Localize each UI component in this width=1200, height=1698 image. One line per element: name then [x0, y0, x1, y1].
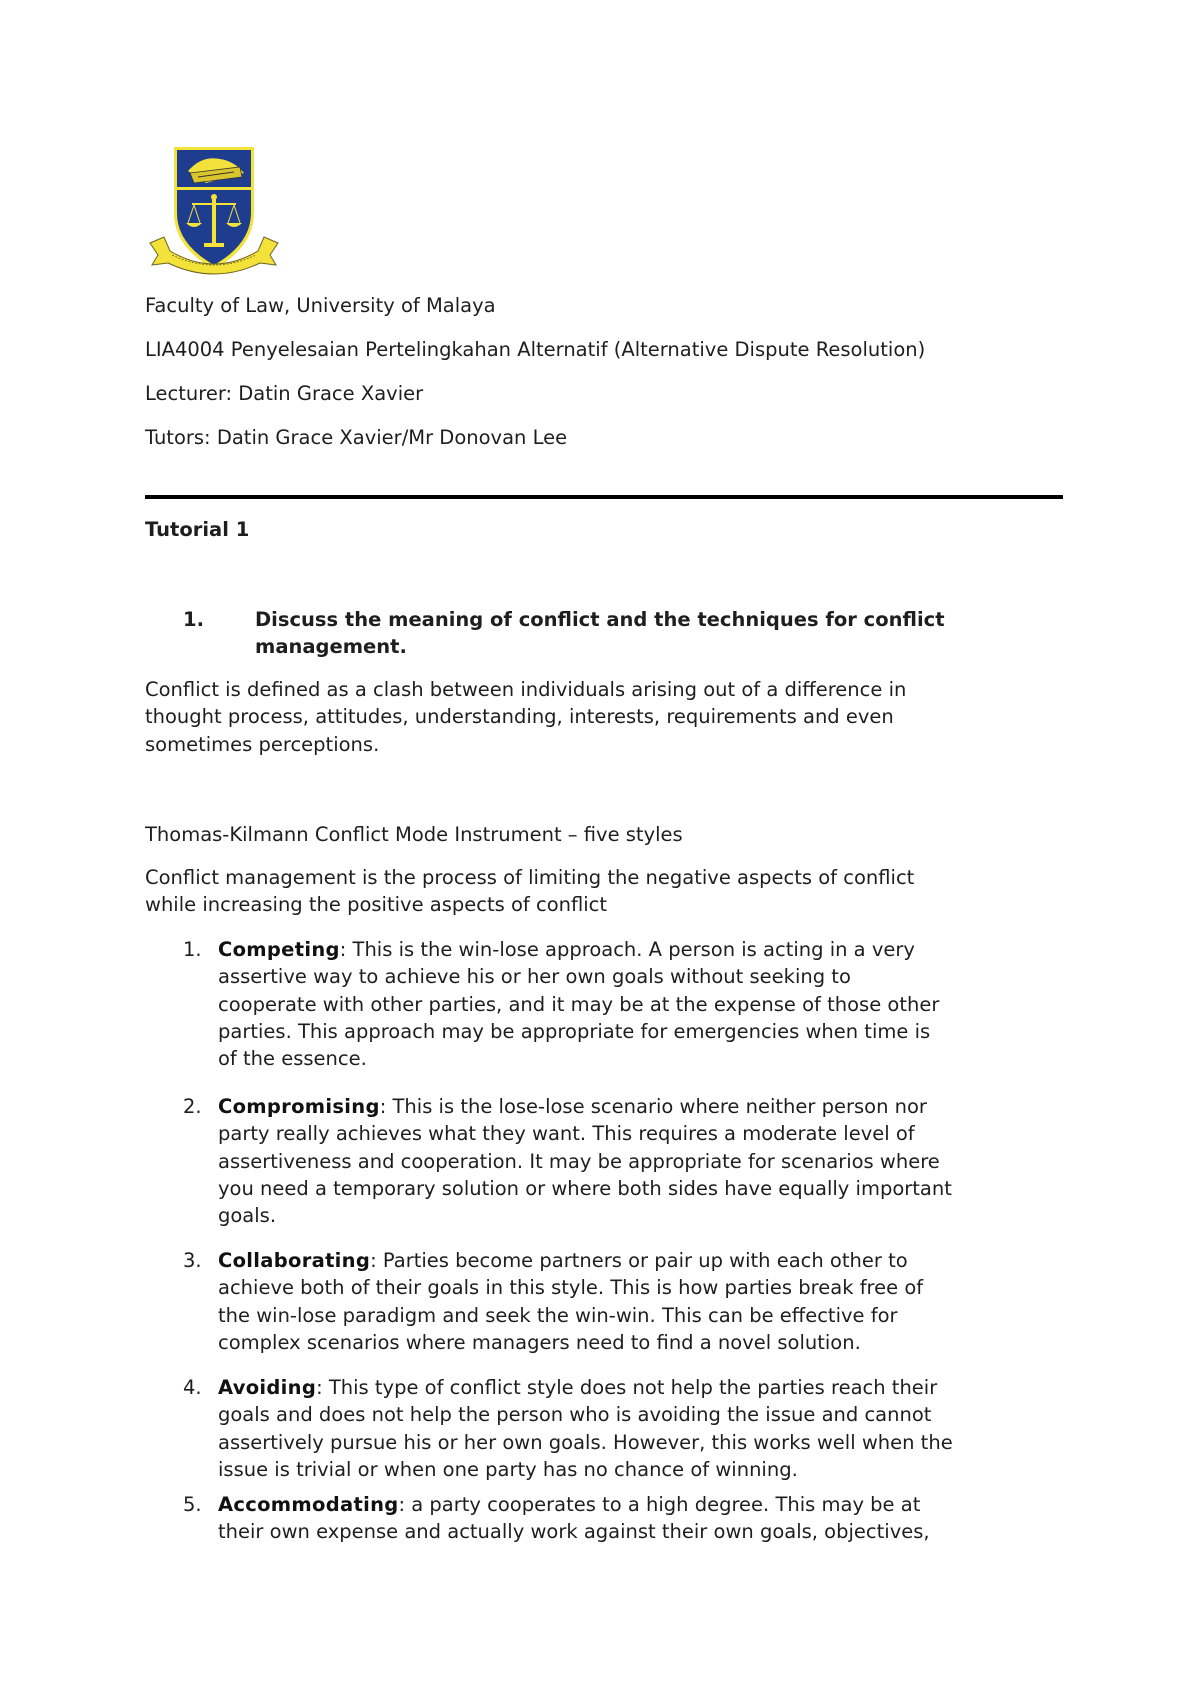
style-term: Compromising	[218, 1095, 380, 1118]
university-crest-icon	[146, 143, 280, 277]
style-text: assertive way to achieve his or her own goals without seeking to	[218, 965, 851, 989]
style-term: Competing	[218, 938, 340, 961]
style-text: goals.	[218, 1204, 277, 1228]
style-text: goals and does not help the person who is avoiding the issue and cannot	[218, 1403, 932, 1427]
style-text: : This type of conflict style does not help the parties reach their	[316, 1376, 938, 1399]
definition-line: sometimes perceptions.	[145, 732, 380, 756]
question-text-line-2: management.	[255, 635, 407, 658]
style-text: complex scenarios where managers need to find a novel solution.	[218, 1330, 861, 1354]
style-term: Avoiding	[218, 1376, 317, 1399]
style-item-compromising	[218, 1093, 1068, 1229]
style-text: of the essence.	[218, 1047, 367, 1071]
lecturer-line: Lecturer: Datin Grace Xavier	[145, 382, 424, 405]
style-text: : a party cooperates to a high degree. This may be at	[398, 1493, 921, 1516]
style-text: party really achieves what they want. This requires a moderate level of	[218, 1122, 915, 1146]
management-definition	[145, 864, 1065, 919]
style-text: assertiveness and cooperation. It may be appropriate for scenarios where	[218, 1149, 940, 1173]
management-line: Conflict management is the process of limiting the negative aspects of conflict	[145, 866, 915, 889]
style-number: 3.	[183, 1249, 202, 1272]
style-item-avoiding	[218, 1374, 1068, 1483]
style-text: : This is the win-lose approach. A person is acting in a very	[339, 938, 915, 961]
definition-line: thought process, attitudes, understanding, interests, requirements and even	[145, 705, 894, 729]
style-number: 1.	[183, 938, 202, 961]
horizontal-rule	[145, 495, 1063, 499]
conflict-definition	[145, 676, 1065, 758]
style-text: cooperate with other parties, and it may be at the expense of those other	[218, 992, 940, 1016]
definition-line: Conflict is defined as a clash between individuals arising out of a difference in	[145, 678, 907, 701]
style-number: 2.	[183, 1095, 202, 1118]
tutors-line: Tutors: Datin Grace Xavier/Mr Donovan Lee	[145, 426, 568, 449]
style-text: their own expense and actually work against their own goals, objectives,	[218, 1520, 930, 1544]
style-text: assertively pursue his or her own goals. However, this works well when the	[218, 1430, 953, 1454]
style-text: : This is the lose-lose scenario where neither person nor	[379, 1095, 927, 1118]
style-text: issue is trivial or when one party has no chance of winning.	[218, 1457, 798, 1481]
style-item-accommodating	[218, 1491, 1068, 1546]
question-number: 1.	[183, 608, 204, 631]
style-term: Accommodating	[218, 1493, 399, 1516]
tutorial-title: Tutorial 1	[145, 518, 250, 541]
style-text: the win-lose paradigm and seek the win-win. This can be effective for	[218, 1303, 898, 1327]
style-number: 5.	[183, 1493, 202, 1516]
style-text: achieve both of their goals in this style. This is how parties break free of	[218, 1276, 924, 1300]
management-line: while increasing the positive aspects of conflict	[145, 893, 608, 917]
style-number: 4.	[183, 1376, 202, 1399]
style-text: : Parties become partners or pair up with each other to	[370, 1249, 908, 1272]
style-item-collaborating	[218, 1247, 1068, 1356]
course-title: LIA4004 Penyelesaian Pertelingkahan Alternatif (Alternative Dispute Resolution)	[145, 338, 926, 361]
question-text-line-1: Discuss the meaning of conflict and the techniques for conflict	[255, 608, 945, 631]
style-term: Collaborating	[218, 1249, 371, 1272]
style-item-competing	[218, 936, 1068, 1072]
faculty-name: Faculty of Law, University of Malaya	[145, 294, 496, 317]
model-title: Thomas-Kilmann Conflict Mode Instrument – five styles	[145, 823, 683, 846]
style-text: parties. This approach may be appropriate for emergencies when time is	[218, 1019, 931, 1043]
style-text: you need a temporary solution or where both sides have equally important	[218, 1176, 952, 1200]
